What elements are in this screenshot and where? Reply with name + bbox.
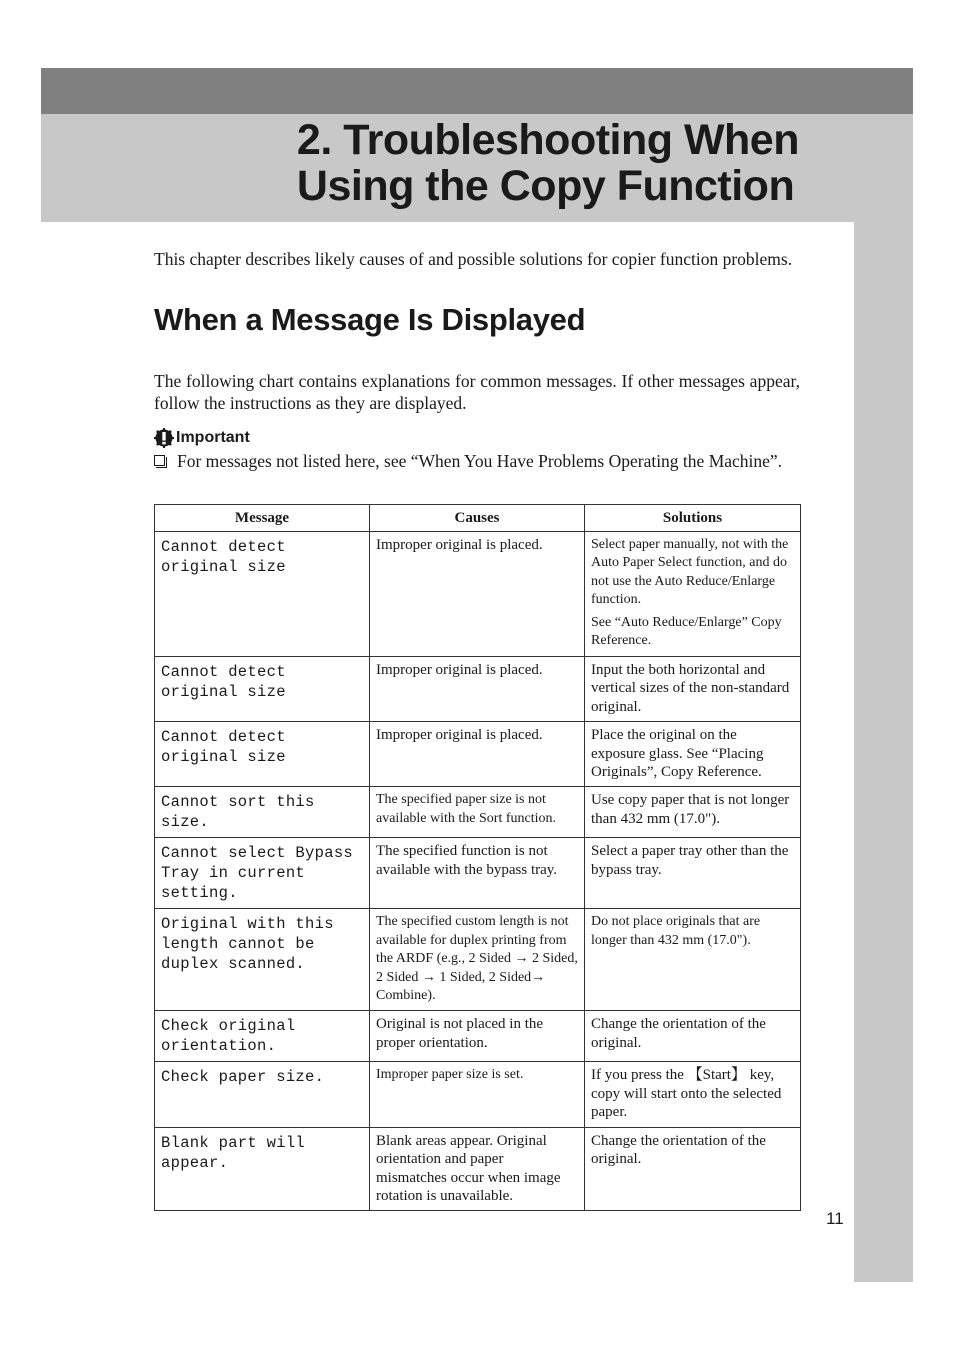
table-row — [155, 1011, 801, 1062]
table-row — [155, 722, 801, 787]
important-icon — [154, 428, 175, 448]
message-table — [154, 504, 801, 1211]
cause-cell: Improper original is placed. — [370, 722, 585, 787]
column-header-solutions: Solutions — [585, 505, 801, 532]
solution-cell — [585, 532, 801, 657]
table-row — [155, 532, 801, 657]
table-row — [155, 787, 801, 838]
message-cell: Cannot detect original size — [155, 722, 370, 787]
solution-reference: See “Auto Reduce/Enlarge” Copy Reference. — [591, 614, 782, 649]
solution-cell: Change the orientation of the original. — [585, 1011, 801, 1062]
page-number: 11 — [826, 1209, 844, 1228]
solution-cell: Do not place originals that are longer than 432 mm (17.0"). — [585, 909, 801, 1011]
column-header-message: Message — [155, 505, 370, 532]
table-header-row — [155, 505, 801, 532]
table-row — [155, 838, 801, 909]
message-cell: Cannot sort this size. — [155, 787, 370, 838]
section-paragraph: The following chart contains explanations for common messages. If other messages appear, follow the instructions as they are displayed. — [154, 371, 800, 413]
cause-cell: Improper paper size is set. — [370, 1062, 585, 1127]
chapter-tab-strip — [854, 222, 913, 1282]
cause-cell: The specified function is not available with the bypass tray. — [370, 838, 585, 909]
message-cell: Check paper size. — [155, 1062, 370, 1127]
cause-cell: Original is not placed in the proper orientation. — [370, 1011, 585, 1062]
solution-cell: Select a paper tray other than the bypass tray. — [585, 838, 801, 909]
solution-cell: Change the orientation of the original. — [585, 1127, 801, 1211]
message-cell: Cannot detect original size — [155, 532, 370, 657]
chapter-banner-top — [41, 68, 913, 114]
cause-cell: Improper original is placed. — [370, 532, 585, 657]
message-cell: Blank part will appear. — [155, 1127, 370, 1211]
cause-cell: Improper original is placed. — [370, 657, 585, 722]
solution-cell: If you press the 【Start】 key, copy will start onto the selected paper. — [585, 1062, 801, 1127]
checkbox-bullet-icon — [154, 455, 165, 466]
message-cell: Original with this length cannot be duplex scanned. — [155, 909, 370, 1011]
section-heading: When a Message Is Displayed — [154, 302, 586, 337]
message-cell: Cannot select Bypass Tray in current setting. — [155, 838, 370, 909]
message-cell: Cannot detect original size — [155, 657, 370, 722]
cause-cell: The specified custom length is not available for duplex printing from the ARDF (e.g., 2 Sided → 2 Sided, 2 Sided → 1 Sided, 2 Sided→ Combine). — [370, 909, 585, 1011]
chapter-title-line-2: Using the Copy Function — [296, 162, 795, 210]
column-header-causes: Causes — [370, 505, 585, 532]
intro-paragraph: This chapter describes likely causes of and possible solutions for copier function problems. — [154, 249, 793, 269]
important-note — [154, 451, 800, 473]
chapter-title — [297, 117, 799, 209]
solution-cell: Input the both horizontal and vertical sizes of the non-standard original. — [585, 657, 801, 722]
solution-cell: Use copy paper that is not longer than 432 mm (17.0"). — [585, 787, 801, 838]
chapter-title-line-1: 2. Troubleshooting When — [296, 116, 799, 164]
important-note-text: For messages not listed here, see “When You Have Problems Operating the Machine”. — [177, 451, 783, 471]
table-row — [155, 1127, 801, 1211]
important-heading — [154, 428, 250, 448]
table-row — [155, 657, 801, 722]
cause-cell: The specified paper size is not available with the Sort function. — [370, 787, 585, 838]
important-label: Important — [176, 429, 250, 446]
solution-text: Select paper manually, not with the Auto Paper Select function, and do not use the Auto Reduce/Enlarge function. — [591, 537, 789, 608]
table-row — [155, 1062, 801, 1127]
solution-cell: Place the original on the exposure glass. See “Placing Originals”, Copy Reference. — [585, 722, 801, 787]
cause-cell: Blank areas appear. Original orientation and paper mismatches occur when image rotation is unavailable. — [370, 1127, 585, 1211]
table-row — [155, 909, 801, 1011]
message-cell: Check original orientation. — [155, 1011, 370, 1062]
